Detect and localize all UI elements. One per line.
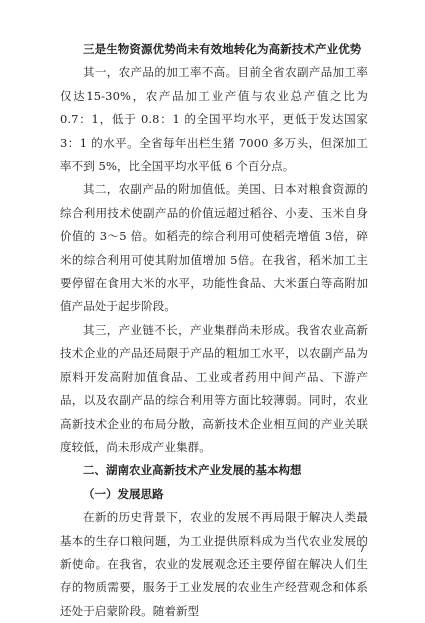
paragraph-subtitle: 三是生物资源优势尚未有效地转化为高新技术产业优势 [83,42,362,56]
section-heading: 二、湖南农业高新技术产业发展的基本构想 [83,463,302,478]
paragraph-development-ideas: 在新的历史背景下，农业的发展不再局限于解决人类最基本的生存口粮问题，为工业提供原料成为当代农业发展的新使命。在我省，农业的发展观念还主要停留在解决人们生存的物质需要，服务于工业发展的农业生产经营观念和体系还处于启蒙阶段。随着新型 [60,510,368,618]
paragraph-processing-rate: 其一，农产品的加工率不高。目前全省农副产品加工率仅达15-30%，农产品加工业产值与农业总产值之比为 0.7：1，低于 0.8：1 的全国平均水平，更低于发达国家 3：1 的水平。全省每年出栏生猪 7000 多万头，但深加工率不到 5%，比全国平均水平低 6 个百分点。 [60,65,368,174]
page-body [60,38,368,623]
subsection-heading: （一）发展思路 [83,486,164,501]
paragraph-industry-chain: 其三，产业链不长，产业集群尚未形成。我省农业高新技术企业的产品还局限于产品的粗加工水平，以农副产品为原料开发高附加值食品、工业或者药用中间产品、下游产品，以及农副产品的综合利用等方面比较薄弱。同时，农业高新技术企业的布局分散，高新技术企业相互间的产业关联度较低，尚未形成产业集群。 [60,322,368,454]
page-number: 7 [359,545,365,555]
paragraph-added-value: 其二，农副产品的附加值低。美国、日本对粮食资源的综合利用技术使副产品的价值远超过稻谷、小麦、玉米自身价值的 3～5 倍。如稻壳的综合利用可使稻壳增值 3倍，碎米的综合利用可使其附加值增加 5倍。在我省，稻米加工主要停留在食用大米的水平，功能性食品、大米蛋白等高附加值产品处于起步阶段。 [60,182,368,314]
